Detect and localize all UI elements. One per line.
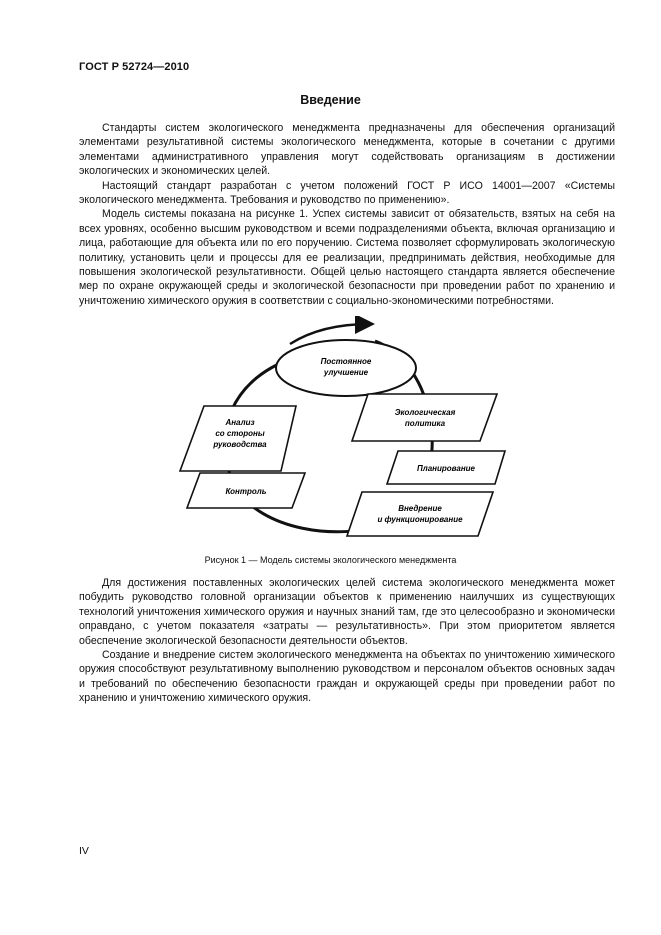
paragraph: Стандарты систем экологического менеджмента предназначены для обеспечения организаций элементами результативной системы экологического менеджмента, которые в сочетании с другими элементами административного управления могут содействовать организациям в достижении экологических и экономических целей.	[79, 122, 615, 178]
control-label: Контроль	[225, 487, 267, 496]
document-number: ГОСТ Р 52724—2010	[79, 61, 190, 73]
policy-label: политика	[404, 419, 446, 428]
paragraph: Настоящий стандарт разработан с учетом положений ГОСТ Р ИСО 14001—2007 «Системы экологического менеджмента. Требования и руководство по применению».	[79, 179, 615, 207]
policy-label: Экологическая	[394, 408, 456, 417]
improvement-label: улучшение	[323, 368, 369, 377]
paragraph: Создание и внедрение систем экологического менеджмента на объектах по уничтожению химического оружия способствуют результативному выполнению руководством и персоналом объектов основных задач и требований по обеспечению безопасности граждан и окружающей среды при проведении работ по хранению и уничтожению химического оружия.	[79, 649, 615, 705]
paragraph: Для достижения поставленных экологических целей система экологического менеджмента может побудить руководство головной организации объектов к применению наилучших из существующих технологий уничтожения химического оружия и научных знаний там, где это целесообразно и экономически оправдано, с учетом показателя «затраты — результативность». При этом приоритетом является обеспечение экологической безопасности деятельности объектов.	[79, 577, 615, 647]
intro-text	[79, 121, 615, 308]
implementation-node	[347, 492, 493, 536]
policy-node	[352, 394, 497, 441]
planning-label: Планирование	[416, 464, 476, 473]
figure-caption: Рисунок 1 — Модель системы экологического менеджмента	[204, 555, 457, 565]
body-text	[79, 576, 615, 706]
section-title: Введение	[300, 93, 361, 107]
implementation-label: Внедрение	[398, 504, 442, 513]
review-node	[180, 406, 296, 471]
page-number: IV	[79, 845, 89, 857]
implementation-label: и функционирование	[377, 515, 463, 524]
paragraph: Модель системы показана на рисунке 1. Успех системы зависит от обязательств, взятых на себя на всех уровнях, особенно высшим руководством и всеми подразделениями объекта, включая организацию и лица, работающие для объекта или по его поручению. Система позволяет сформулировать экологическую политику, установить цели и процессы для ее реализации, предпринимать действия, необходимые для повышения экологической результативности. Общей целью настоящего стандарта является обеспечение мер по охране окружающей среды и экологической безопасности при проведении работ по хранению и уничтожению химического оружия в соответствии с социально-экономическими потребностями.	[79, 208, 615, 307]
improvement-label: Постоянное	[320, 357, 372, 366]
improvement-node	[276, 340, 416, 396]
review-label: со стороны	[215, 429, 265, 438]
planning-node	[387, 451, 505, 484]
ems-cycle-diagram	[140, 316, 510, 546]
review-label: руководства	[213, 440, 267, 449]
ems-model-figure	[140, 316, 510, 546]
control-node	[187, 473, 305, 508]
review-label: Анализ	[225, 418, 255, 427]
